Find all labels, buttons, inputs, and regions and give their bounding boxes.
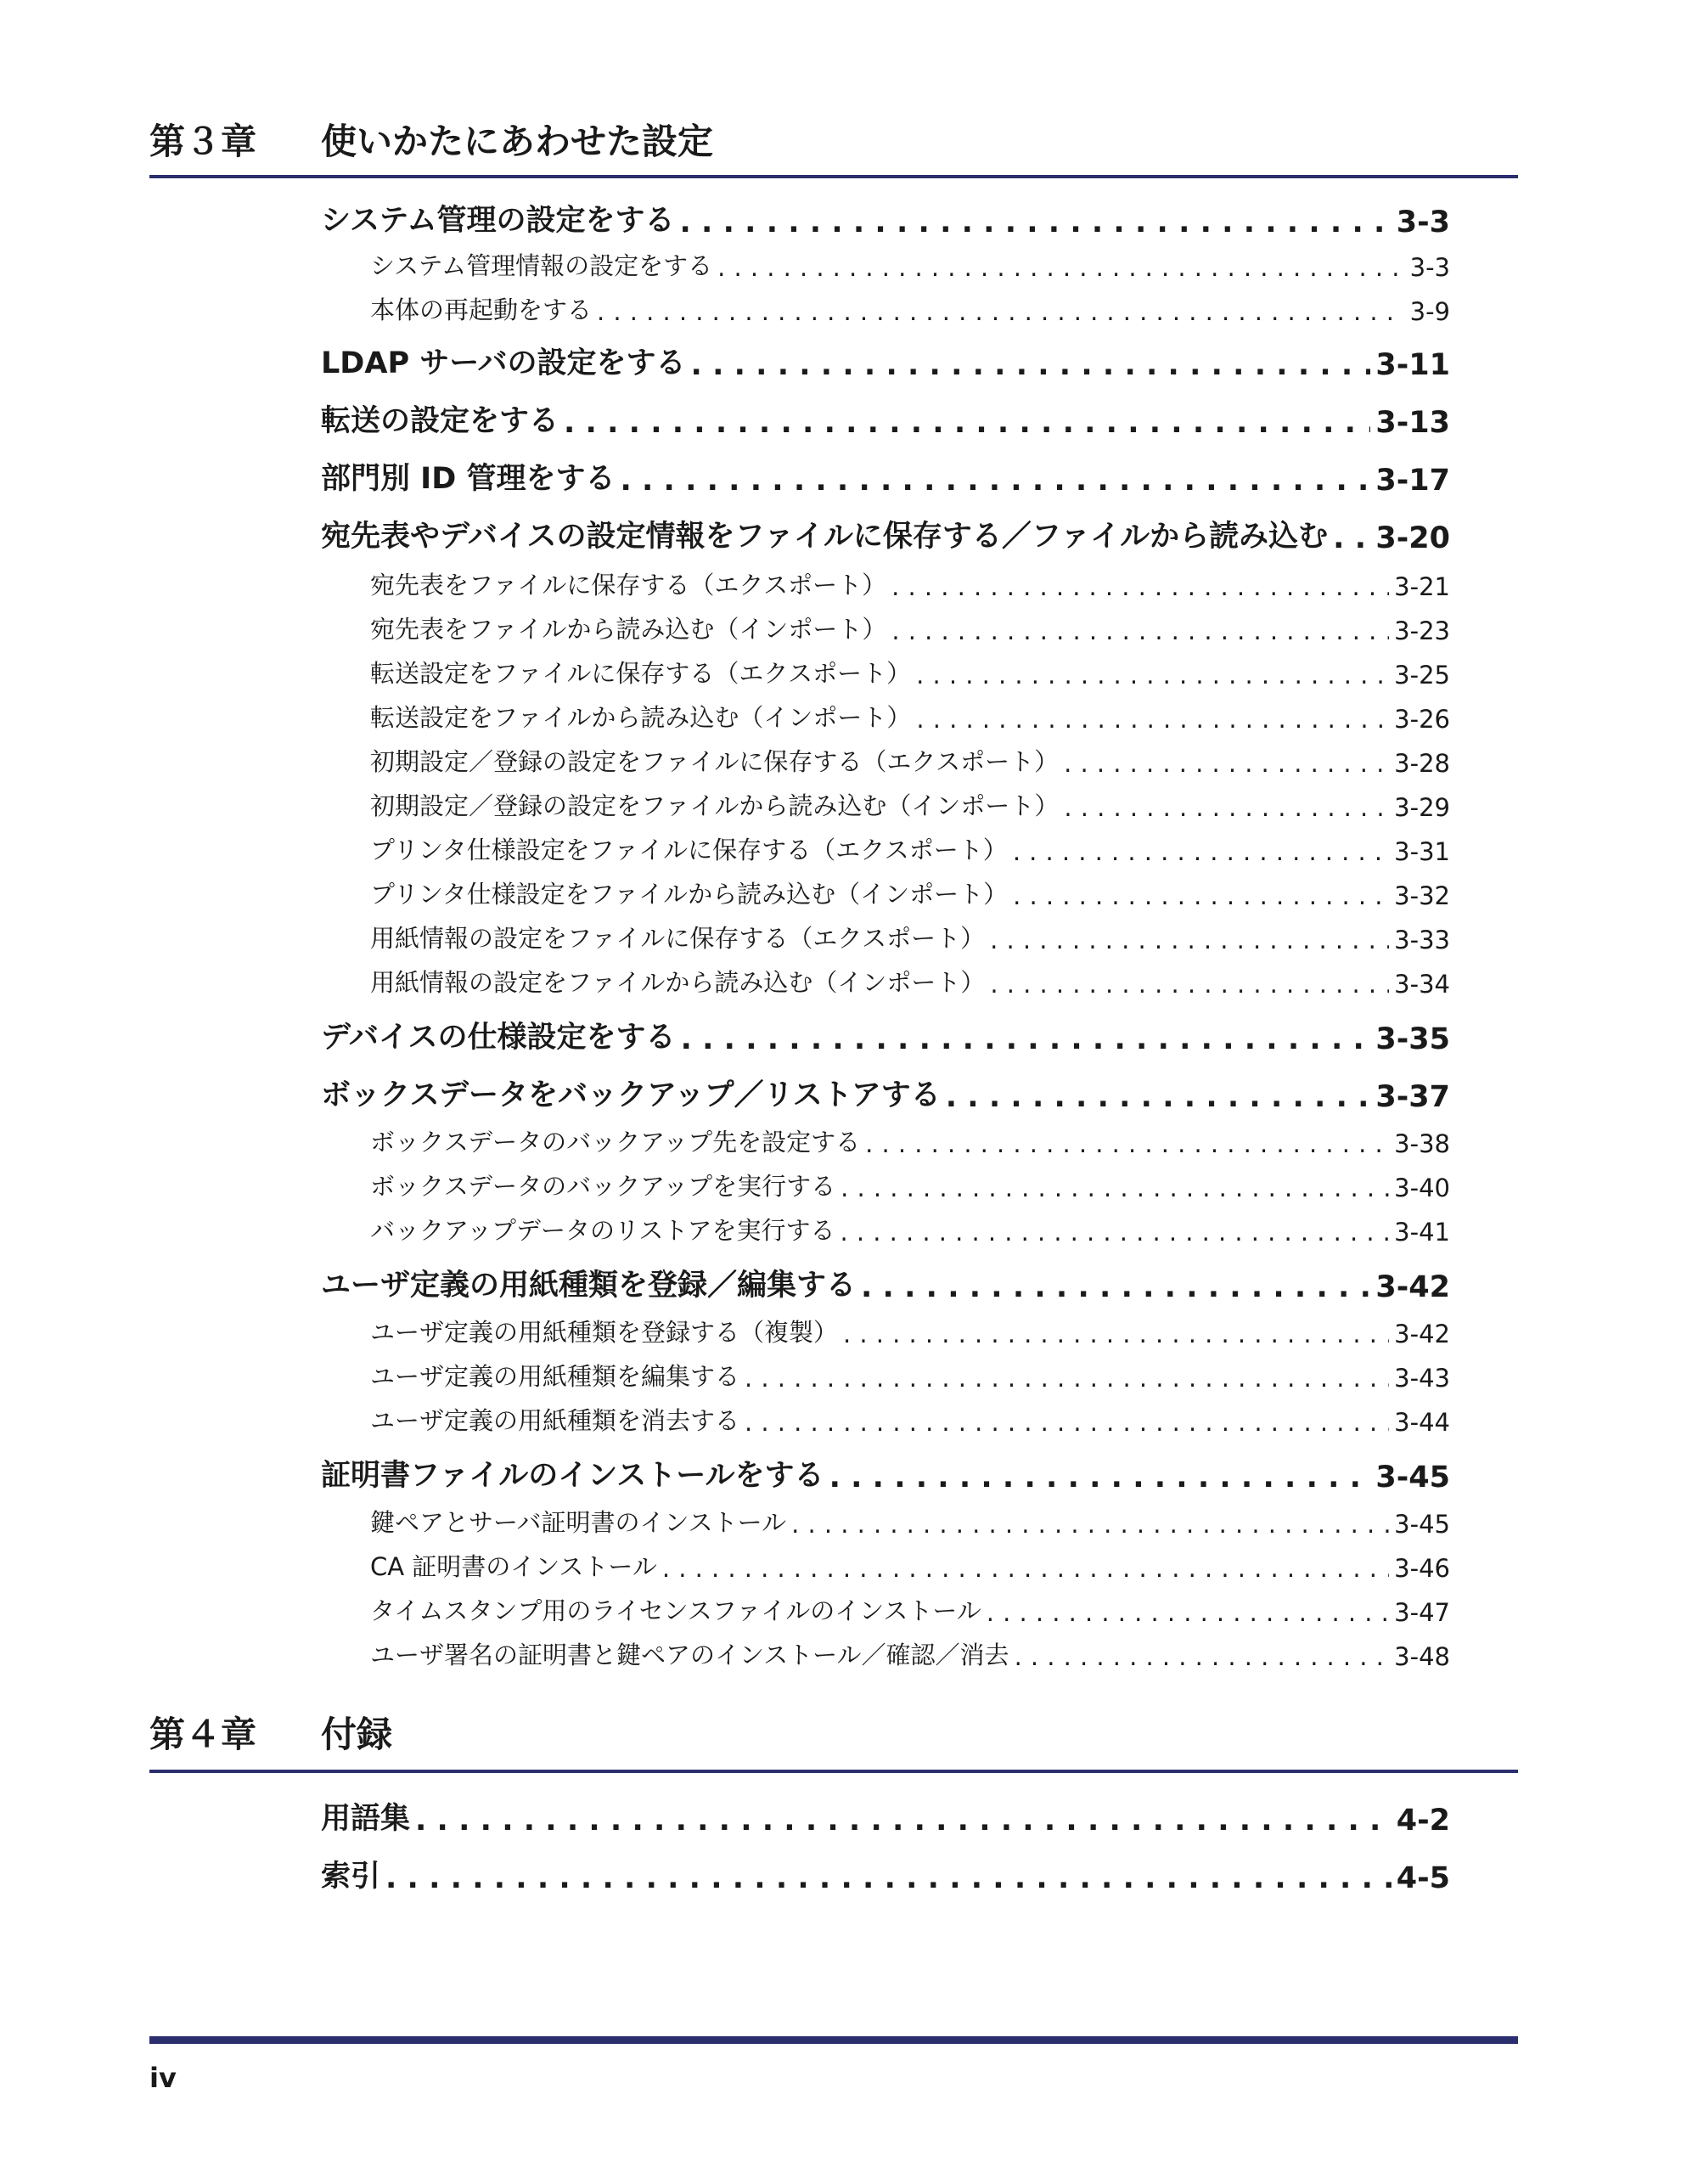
toc-entry[interactable] [321,511,1450,555]
dot-leader [916,661,1389,690]
entry-page: 3-26 [1394,705,1450,734]
entry-page: 3-47 [1394,1598,1450,1627]
dot-leader [865,1129,1389,1158]
entry-page: 3-41 [1394,1218,1450,1247]
entry-page: 3-46 [1394,1554,1450,1583]
entry-title: ボックスデータをバックアップ／リストアする [321,1078,941,1112]
entry-title: 用紙情報の設定をファイルに保存する（エクスポート） [370,924,986,953]
dot-leader [597,297,1405,326]
chapter-rule [149,175,1518,178]
dot-leader [691,348,1371,382]
entry-title: ユーザ署名の証明書と鍵ペアのインストール／確認／消去 [370,1641,1009,1669]
entry-title: ユーザ定義の用紙種類を登録する（複製） [370,1318,839,1347]
entry-title: 索引 [321,1860,381,1894]
entry-page: 3-25 [1394,661,1450,690]
entry-page: 3-3 [1409,253,1450,282]
entry-title: システム管理の設定をする [321,204,675,238]
entry-title: LDAP サーバの設定をする [321,346,686,380]
entry-page: 3-34 [1394,970,1450,999]
toc-subentry[interactable] [321,829,1450,866]
dot-leader [861,1270,1370,1304]
dot-leader [385,1861,1392,1895]
dot-leader [829,1461,1371,1494]
entry-title: 宛先表をファイルに保存する（エクスポート） [370,571,887,599]
entry-title: バックアップデータのリストアを実行する [370,1216,835,1245]
toc-subentry[interactable] [321,564,1450,601]
entry-page: 3-38 [1394,1129,1450,1158]
toc-subentry[interactable] [321,740,1450,778]
entry-title: システム管理情報の設定をする [370,251,713,280]
chapter-number: 第３章 [149,121,257,162]
entry-page: 3-45 [1375,1461,1450,1494]
entry-page: 3-48 [1394,1642,1450,1671]
entry-title: 用紙情報の設定をファイルから読み込む（インポート） [370,968,986,997]
toc-entry[interactable] [321,1851,1450,1895]
dot-leader [987,1598,1389,1627]
entry-title: 転送設定をファイルに保存する（エクスポート） [370,659,912,688]
entry-page: 3-43 [1394,1364,1450,1393]
entry-page: 3-28 [1394,749,1450,778]
dot-leader [891,616,1389,645]
toc-subentry[interactable] [321,1501,1450,1539]
dot-leader [1333,521,1370,555]
entry-title: ボックスデータのバックアップを実行する [370,1172,836,1201]
dot-leader [717,253,1405,282]
entry-page: 3-17 [1375,464,1450,498]
toc-subentry[interactable] [321,873,1450,910]
entry-page: 3-13 [1375,406,1450,440]
dot-leader [662,1554,1389,1583]
dot-leader [620,464,1370,498]
entry-title: ボックスデータのバックアップ先を設定する [370,1128,861,1157]
entry-page: 3-42 [1394,1320,1450,1348]
entry-title: プリンタ仕様設定をファイルに保存する（エクスポート） [370,836,1008,864]
dot-leader [843,1320,1389,1348]
dot-leader [1013,881,1389,910]
toc-subentry[interactable] [321,1545,1450,1583]
chapter-title: 付録 [321,1714,393,1755]
entry-page: 4-5 [1396,1861,1450,1895]
entry-page: 3-37 [1375,1080,1450,1114]
dot-leader [891,572,1389,601]
chapter-rule [149,1770,1518,1773]
entry-page: 3-33 [1394,926,1450,954]
toc-subentry[interactable] [321,917,1450,954]
dot-leader [1015,1642,1390,1671]
toc-entry[interactable] [321,1260,1450,1304]
entry-title: タイムスタンプ用のライセンスファイルのインストール [370,1596,981,1625]
entry-title: ユーザ定義の用紙種類を登録／編集する [321,1269,857,1303]
toc-entry[interactable] [321,453,1450,498]
entry-title: 転送設定をファイルから読み込む（インポート） [370,703,912,732]
toc-subentry[interactable] [321,289,1450,326]
entry-title: 用語集 [321,1802,411,1836]
entry-title: 部門別 ID 管理をする [321,462,616,496]
toc-subentry[interactable] [321,608,1450,645]
toc-subentry[interactable] [321,1355,1450,1393]
page-number: iv [149,2062,177,2094]
footer-rule [149,2036,1518,2044]
toc-subentry[interactable] [321,652,1450,690]
entry-title: ユーザ定義の用紙種類を編集する [370,1362,740,1391]
toc-subentry[interactable] [321,961,1450,999]
entry-title: プリンタ仕様設定をファイルから読み込む（インポート） [370,880,1009,909]
toc-subentry[interactable] [321,785,1450,822]
chapter-number: 第４章 [149,1714,257,1755]
dot-leader [680,205,1392,239]
entry-page: 3-44 [1394,1408,1450,1437]
dot-leader [681,1022,1371,1056]
dot-leader [990,970,1389,999]
dot-leader [990,926,1389,954]
toc-subentry[interactable] [321,1165,1450,1202]
entry-title: ユーザ定義の用紙種類を消去する [370,1406,740,1435]
toc-entry[interactable] [321,338,1450,382]
entry-page: 3-31 [1394,837,1450,866]
toc-entry[interactable] [321,1793,1450,1838]
entry-page: 3-35 [1375,1022,1450,1056]
dot-leader [946,1080,1371,1114]
chapter-heading [149,109,1518,170]
dot-leader [1064,749,1389,778]
entry-page: 3-32 [1394,881,1450,910]
entry-page: 3-29 [1394,793,1450,822]
chapter-heading [149,1702,1518,1763]
entry-page: 3-9 [1409,297,1450,326]
dot-leader [841,1174,1389,1202]
dot-leader [916,705,1389,734]
entry-page: 3-45 [1394,1510,1450,1539]
entry-page: 3-23 [1394,616,1450,645]
toc-entry[interactable] [321,1450,1450,1494]
dot-leader [1064,793,1389,822]
entry-title: 転送の設定をする [321,404,559,438]
toc-entry[interactable] [321,195,1450,239]
entry-page: 3-11 [1375,348,1450,382]
dot-leader [791,1510,1389,1539]
toc-entry[interactable] [321,396,1450,440]
toc-subentry[interactable] [321,1590,1450,1627]
entry-title: 鍵ペアとサーバ証明書のインストール [370,1508,787,1537]
entry-title: デバイスの仕様設定をする [321,1021,676,1055]
dot-leader [415,1804,1392,1838]
toc-subentry[interactable] [321,696,1450,734]
dot-leader [841,1218,1390,1247]
entry-title: 本体の再起動をする [370,296,593,324]
entry-page: 3-21 [1394,572,1450,601]
entry-page: 3-3 [1396,205,1450,239]
dot-leader [745,1364,1389,1393]
toc-subentry[interactable] [321,1399,1450,1437]
entry-title: 宛先表やデバイスの設定情報をファイルに保存する／ファイルから読み込む [321,520,1329,554]
entry-title: 初期設定／登録の設定をファイルに保存する（エクスポート） [370,747,1060,776]
entry-title: 宛先表をファイルから読み込む（インポート） [370,615,887,644]
toc-subentry[interactable] [321,1311,1450,1348]
toc-entry[interactable] [321,1012,1450,1056]
dot-leader [745,1408,1389,1437]
entry-page: 4-2 [1396,1804,1450,1838]
toc-subentry[interactable] [321,1209,1450,1247]
entry-title: 証明書ファイルのインストールをする [321,1459,824,1493]
entry-page: 3-20 [1375,521,1450,555]
toc-subentry[interactable] [321,1121,1450,1158]
chapter-title: 使いかたにあわせた設定 [321,121,714,162]
entry-title: CA 証明書のインストール [370,1552,657,1581]
toc-entry[interactable] [321,1070,1450,1114]
entry-page: 3-40 [1394,1174,1450,1202]
dot-leader [564,406,1370,440]
entry-page: 3-42 [1375,1270,1450,1304]
toc-subentry[interactable] [321,1634,1450,1671]
entry-title: 初期設定／登録の設定をファイルから読み込む（インポート） [370,791,1060,820]
dot-leader [1013,837,1389,866]
toc-subentry[interactable] [321,245,1450,282]
